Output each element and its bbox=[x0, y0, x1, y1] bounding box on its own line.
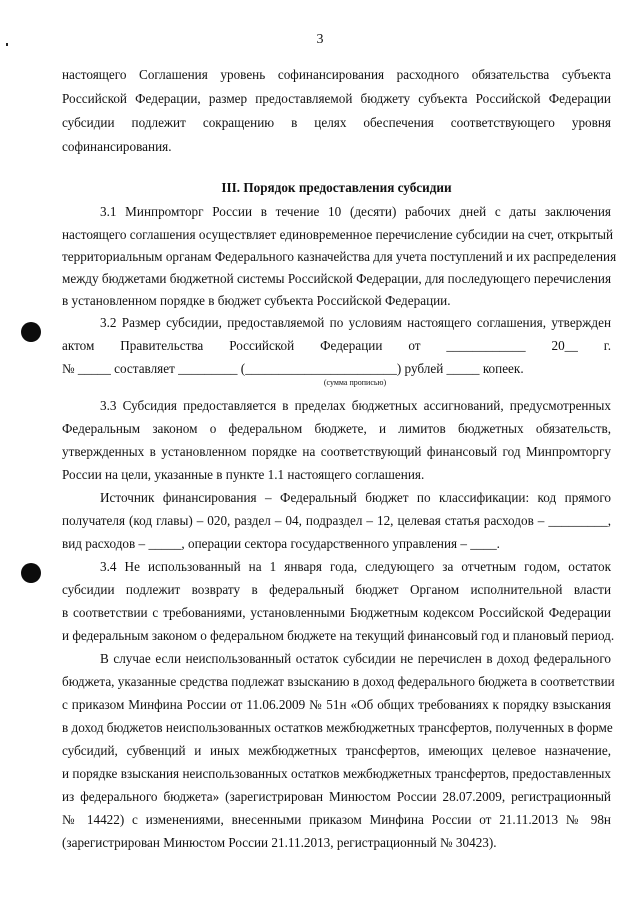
clause-3-4-line: 3.4 Не использованный на 1 января года, следующего за отчетным годом, остаток bbox=[100, 559, 611, 574]
punch-hole bbox=[21, 322, 41, 342]
paragraph-line: (зарегистрирован Минюстом России 21.11.2013, регистрационный № 30423). bbox=[62, 835, 497, 850]
paragraph-line: бюджета, указанные средства подлежат взысканию в доход федерального бюджета в соответствии bbox=[62, 674, 615, 689]
paragraph-line: софинансирования. bbox=[62, 139, 172, 154]
paragraph-line: субсидий, субвенций и иных межбюджетных трансфертов, имеющих целевое назначение, bbox=[62, 743, 611, 758]
paragraph-line: Источник финансирования – Федеральный бюджет по классификации: код прямого bbox=[100, 490, 611, 505]
paragraph-line: № 14422) с изменениями, внесенными приказом Минфина России от 21.11.2013 № 98н bbox=[62, 812, 611, 827]
paragraph-line: и порядке взыскания неиспользованных остатков межбюджетных трансфертов, предоставленных bbox=[62, 766, 611, 781]
clause-3-2-line: 3.2 Размер субсидии, предоставляемой по условиям настоящего соглашения, утвержден bbox=[100, 315, 611, 330]
paragraph-line: № _____ составляет _________ (_______________________) рублей _____ копеек. bbox=[62, 361, 524, 376]
sum-in-words-note: (сумма прописью) bbox=[323, 378, 387, 387]
paragraph-line: В случае если неиспользованный остаток субсидии не перечислен в доход федерального bbox=[100, 651, 611, 666]
punch-hole bbox=[21, 563, 41, 583]
paragraph-line: получателя (код главы) – 020, раздел – 04, подраздел – 12, целевая статья расходов – _________, bbox=[62, 513, 611, 528]
paragraph-line: в доход бюджетов неиспользованных остатков межбюджетных трансфертов, полученных в форме bbox=[62, 720, 613, 735]
scan-speck bbox=[6, 43, 8, 46]
paragraph-line: Российской Федерации, размер предоставляемой бюджету субъекта Российской Федерации bbox=[62, 91, 611, 106]
paragraph-line: настоящего соглашения осуществляет единовременное перечисление субсидии на счет, открытый bbox=[62, 227, 614, 242]
page-number: 3 bbox=[316, 32, 324, 47]
paragraph-line: с приказом Минфина России от 11.06.2009 № 51н «Об общих требованиях к порядку взыскания bbox=[62, 697, 611, 712]
paragraph-line: между бюджетами бюджетной системы Российской Федерации, для последующего перечисления bbox=[62, 271, 612, 286]
paragraph-line: из федерального бюджета» (зарегистрирован Минюстом России 28.07.2009, регистрационный bbox=[62, 789, 611, 804]
paragraph-line: настоящего Соглашения уровень софинансирования расходного обязательства субъекта bbox=[62, 67, 611, 82]
paragraph-line: субсидии подлежит возврату в федеральный бюджет Органом исполнительной власти bbox=[62, 582, 611, 597]
paragraph-line: Федеральным законом о федеральном бюджете, и лимитов бюджетных обязательств, bbox=[62, 421, 611, 436]
paragraph-line: субсидии подлежит сокращению в целях обеспечения соответствующего уровня bbox=[62, 115, 611, 130]
paragraph-line: территориальным органам Федерального казначейства для учета поступлений и их распределения bbox=[62, 249, 617, 264]
section-heading: III. Порядок предоставления субсидии bbox=[221, 180, 452, 195]
paragraph-line: вид расходов – _____, операции сектора государственного управления – ____. bbox=[62, 536, 500, 551]
paragraph-line: утвержденных в установленном порядке на соответствующий финансовый год Минпромторгу bbox=[62, 444, 611, 459]
paragraph-line: России на цели, указанные в пункте 1.1 настоящего соглашения. bbox=[62, 467, 425, 482]
clause-3-3-line: 3.3 Субсидия предоставляется в пределах бюджетных ассигнований, предусмотренных bbox=[100, 398, 611, 413]
paragraph-line: в соответствии с требованиями, установленными Бюджетным кодексом Российской Федерации bbox=[62, 605, 611, 620]
paragraph-line: в установленном порядке в бюджет субъекта Российской Федерации. bbox=[62, 293, 451, 308]
paragraph-line: и федеральным законом о федеральном бюджете на текущий финансовый год и плановый период. bbox=[62, 628, 615, 643]
paragraph-line: актом Правительства Российской Федерации от ____________ 20__ г. bbox=[62, 338, 611, 353]
clause-3-1-line: 3.1 Минпромторг России в течение 10 (десяти) рабочих дней с даты заключения bbox=[100, 204, 611, 219]
